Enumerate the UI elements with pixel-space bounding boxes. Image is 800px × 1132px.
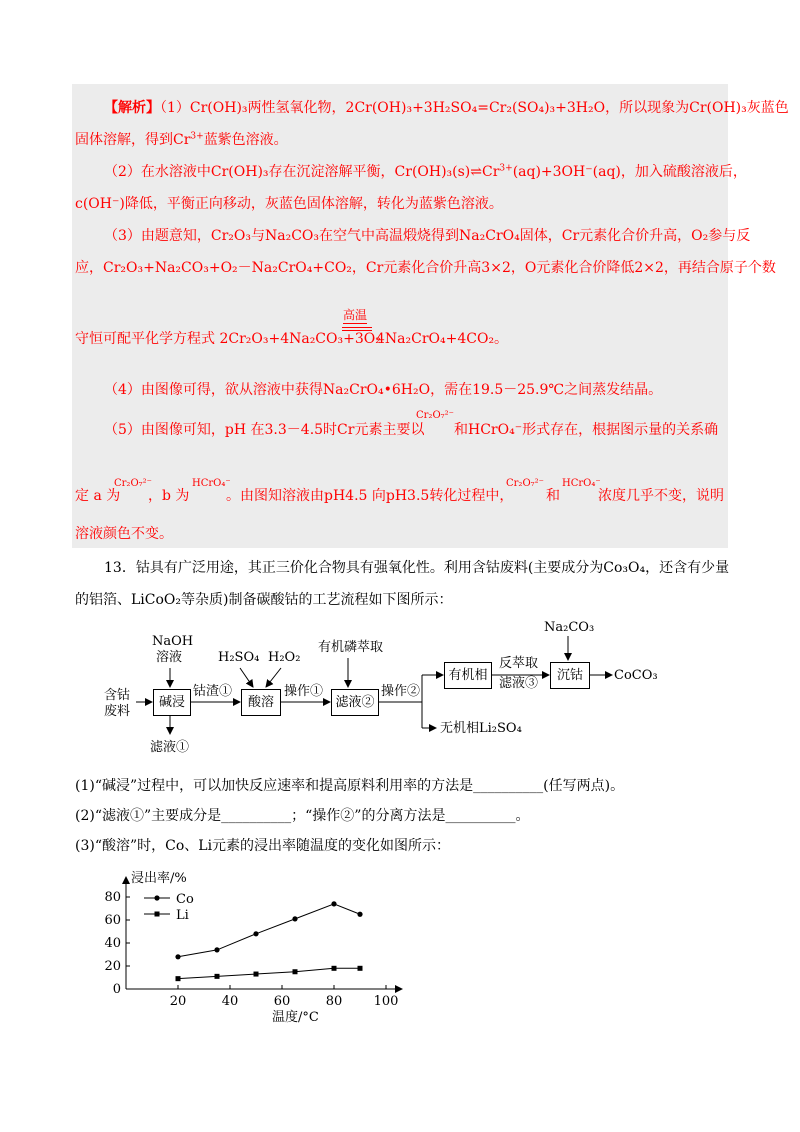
- analysis-text: (aq)+3OH⁻(aq)，加入硫酸溶液后，: [512, 164, 747, 180]
- y-axis-label: 浸出率/%: [131, 871, 187, 886]
- reagent-label: H₂SO₄: [218, 650, 260, 665]
- y-tick-label: 80: [104, 890, 121, 905]
- y-tick-label: 60: [104, 913, 121, 928]
- y-tick-label: 0: [112, 982, 121, 997]
- product-label: CoCO₃: [614, 668, 658, 683]
- data-point-li: [358, 966, 363, 971]
- step-acid-dissolve: 酸溶: [241, 689, 281, 716]
- superscript: 3+: [499, 163, 513, 174]
- data-point-li: [293, 969, 298, 974]
- intermediate-label: 钴渣①: [193, 684, 233, 699]
- legend-marker-co: [154, 895, 159, 900]
- data-point-co: [253, 931, 258, 936]
- reagent-label: H₂O₂: [268, 650, 301, 665]
- analysis-text: （2）在水溶液中Cr(OH)₃存在沉淀溶解平衡，Cr(OH)₃(s)⇌Cr: [104, 164, 500, 180]
- data-point-co: [357, 912, 362, 917]
- x-tick-label: 40: [221, 994, 239, 1009]
- data-point-co: [331, 901, 336, 906]
- x-tick-label: 60: [273, 994, 291, 1009]
- operation-label: 反萃取: [499, 656, 539, 671]
- analysis-line: 溶液颜色不变。: [75, 526, 173, 542]
- analysis-line: 应，Cr₂O₃+Na₂CO₃+O₂－Na₂CrO₄+CO₂，Cr元素化合价升高3×2，O元素化合价降低2×2，再结合原子个数: [75, 260, 776, 276]
- data-point-co: [292, 916, 297, 921]
- reaction-condition: 高温: [343, 308, 368, 322]
- legend-marker-li: [155, 912, 160, 917]
- analysis-line: （5）由图像可知，pH 在3.3－4.5时Cr元素主要以: [104, 422, 425, 438]
- ion-formula: Cr₂O₇²⁻: [416, 410, 454, 421]
- question-text: 的铝箔、LiCoO₂等杂质)制备碳酸钴的工艺流程如下图所示：: [75, 592, 453, 608]
- y-tick-label: 40: [104, 936, 121, 951]
- reagent-label: Na₂CO₃: [544, 620, 595, 635]
- data-point-co: [214, 947, 219, 952]
- step-cobalt-precipitation: 沉钴: [550, 662, 590, 689]
- sub-question-1: (1)“碱浸”过程中，可以加快反应速率和提高原料利用率的方法是__________(任写两点)。: [75, 778, 625, 794]
- analysis-line: 浓度几乎不变，说明: [598, 488, 724, 504]
- step-organic-phase: 有机相: [444, 662, 492, 689]
- ion-formula: HCrO₄⁻: [562, 478, 601, 489]
- analysis-line: （4）由图像可得，欲从溶液中获得Na₂CrO₄•6H₂O，需在19.5－25.9℃之间蒸发结晶。: [104, 382, 663, 398]
- raw-material-label: 废料: [104, 704, 131, 719]
- x-axis-label: 温度/°C: [272, 1010, 319, 1025]
- analysis-line: 和HCrO₄⁻形式存在，根据图示量的关系确: [454, 422, 719, 438]
- series-line-co: [178, 904, 360, 957]
- step-filtrate-2: 滤液②: [331, 689, 379, 716]
- analysis-text: （1）Cr(OH)₃两性氢氧化物，2Cr(OH)₃+3H₂SO₄=Cr₂(SO₄)₃+3H₂O，所以现象为Cr(OH)₃灰蓝色: [160, 100, 789, 116]
- analysis-line: （3）由题意知，Cr₂O₃与Na₂CO₃在空气中高温煅烧得到Na₂CrO₄固体，Cr元素化合价升高，O₂参与反: [104, 228, 751, 244]
- reagent-label: NaOH: [152, 634, 194, 649]
- analysis-line: 4Na₂CrO₄+4CO₂。: [376, 331, 509, 347]
- raw-material-label: 含钴: [104, 688, 131, 703]
- x-tick-label: 100: [373, 994, 399, 1009]
- step-alkali-leach: 碱浸: [153, 689, 191, 716]
- ion-formula: Cr₂O₇²⁻: [114, 478, 152, 489]
- legend-label-li: Li: [176, 908, 189, 923]
- analysis-line: ，b 为: [148, 488, 190, 504]
- analysis-text: 蓝紫色溶液。: [203, 132, 288, 148]
- ion-formula: Cr₂O₇²⁻: [506, 478, 544, 489]
- reagent-label: 有机磷萃取: [318, 640, 384, 655]
- operation-label: 操作①: [284, 684, 324, 699]
- sub-question-2: (2)“滤液①”主要成分是__________；“操作②”的分离方法是__________。: [75, 808, 530, 824]
- data-point-li: [176, 976, 181, 981]
- y-tick-label: 20: [104, 959, 121, 974]
- data-point-li: [254, 972, 259, 977]
- analysis-line: 守恒可配平化学方程式 2Cr₂O₃+4Na₂CO₃+3O₂: [75, 331, 381, 347]
- sub-question-3: (3)“酸溶”时，Co、Li元素的浸出率随温度的变化如图所示：: [75, 838, 451, 854]
- ion-formula: HCrO₄⁻: [192, 478, 231, 489]
- analysis-tag: 【解析】: [104, 100, 160, 116]
- superscript: 3+: [190, 131, 204, 142]
- operation-label: 操作②: [381, 684, 421, 699]
- question-text: 13．钴具有广泛用途，其正三价化合物具有强氧化性。利用含钴废料(主要成分为Co₃O₄，还含有少量: [104, 560, 730, 576]
- reagent-label: 溶液: [156, 650, 183, 665]
- legend-label-co: Co: [176, 892, 194, 907]
- analysis-line: 。由图知溶液由pH4.5 向pH3.5转化过程中，: [226, 488, 514, 504]
- analysis-text: 固体溶解，得到Cr: [75, 132, 191, 148]
- data-point-li: [215, 974, 220, 979]
- data-point-co: [175, 954, 180, 959]
- analysis-line: 定 a 为: [75, 488, 121, 504]
- x-tick-label: 20: [169, 994, 187, 1009]
- analysis-line: c(OH⁻)降低，平衡正向移动，灰蓝色固体溶解，转化为蓝紫色溶液。: [75, 196, 503, 212]
- inorganic-phase-label: 无机相Li₂SO₄: [440, 721, 522, 736]
- data-point-li: [332, 966, 337, 971]
- analysis-line: 和: [546, 488, 560, 504]
- filtrate-label: 滤液③: [499, 676, 539, 691]
- x-tick-label: 80: [325, 994, 343, 1009]
- filtrate-label: 滤液①: [150, 740, 190, 755]
